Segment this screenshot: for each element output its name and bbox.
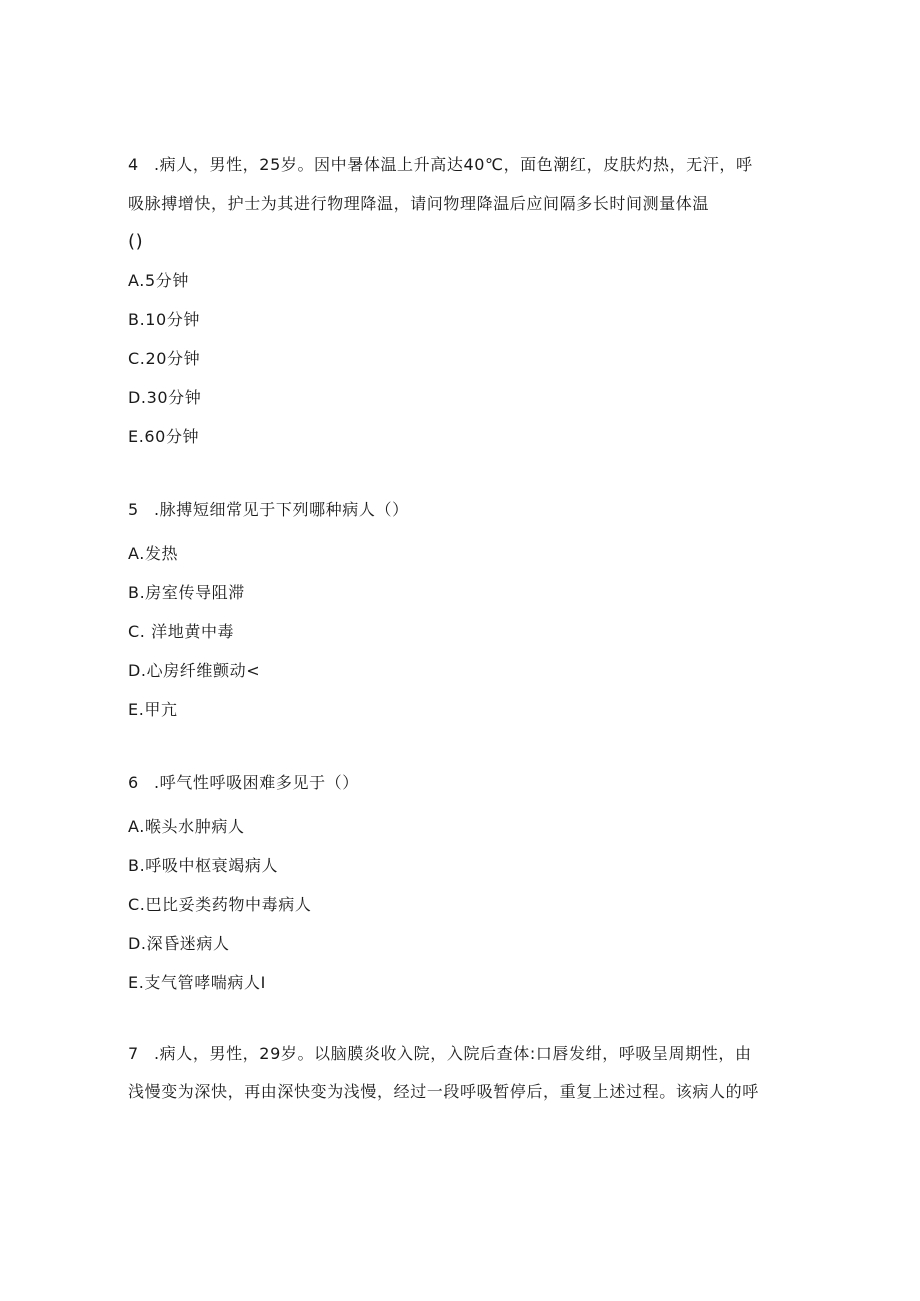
question-4-option-a: A.5分钟 [128,271,189,290]
question-5-option-b: B.房室传导阻滞 [128,583,245,602]
question-5-text: .脉搏短细常见于下列哪种病人（） [154,500,409,519]
question-6-text: .呼气性呼吸困难多见于（） [154,773,359,792]
question-5-option-d: D.心房纤维颤动< [128,661,261,680]
question-4-stem-line-1 [128,155,753,175]
question-4-option-b: B.10分钟 [128,310,201,329]
question-4-option-c: C.20分钟 [128,349,201,368]
question-6-stem [128,773,359,793]
question-7-stem-line-2: 浅慢变为深快，再由深快变为浅慢，经过一段呼吸暂停后，重复上述过程。该病人的呼 [128,1082,759,1101]
question-4-option-e: E.60分钟 [128,427,200,446]
question-4-stem-line-3: () [128,231,144,252]
question-5-option-a: A.发热 [128,544,179,563]
question-4-number: 4 [128,155,139,174]
question-5-stem [128,500,409,520]
question-6-option-c: C.巴比妥类药物中毒病人 [128,895,312,914]
question-4-text-1: .病人，男性，25岁。因中暑体温上升高达40℃，面色潮红，皮肤灼热，无汗，呼 [154,155,753,174]
question-6-number: 6 [128,773,139,792]
question-7-text-1: .病人，男性，29岁。以脑膜炎收入院，入院后查体:口唇发绀，呼吸呈周期性，由 [154,1044,752,1063]
question-6-option-a: A.喉头水肿病人 [128,817,245,836]
question-7-number: 7 [128,1044,139,1063]
question-6-option-e: E.支气管哮喘病人I [128,973,266,992]
question-7-stem-line-1 [128,1044,752,1064]
question-5-option-e: E.甲亢 [128,700,178,719]
question-6-option-d: D.深昏迷病人 [128,934,230,953]
question-6-option-b: B.呼吸中枢衰竭病人 [128,856,279,875]
question-4-option-d: D.30分钟 [128,388,202,407]
question-5-option-c: C. 洋地黄中毒 [128,622,235,641]
question-5-number: 5 [128,500,139,519]
question-4-stem-line-2: 吸脉搏增快，护士为其进行物理降温，请问物理降温后应间隔多长时间测量体温 [128,194,710,213]
